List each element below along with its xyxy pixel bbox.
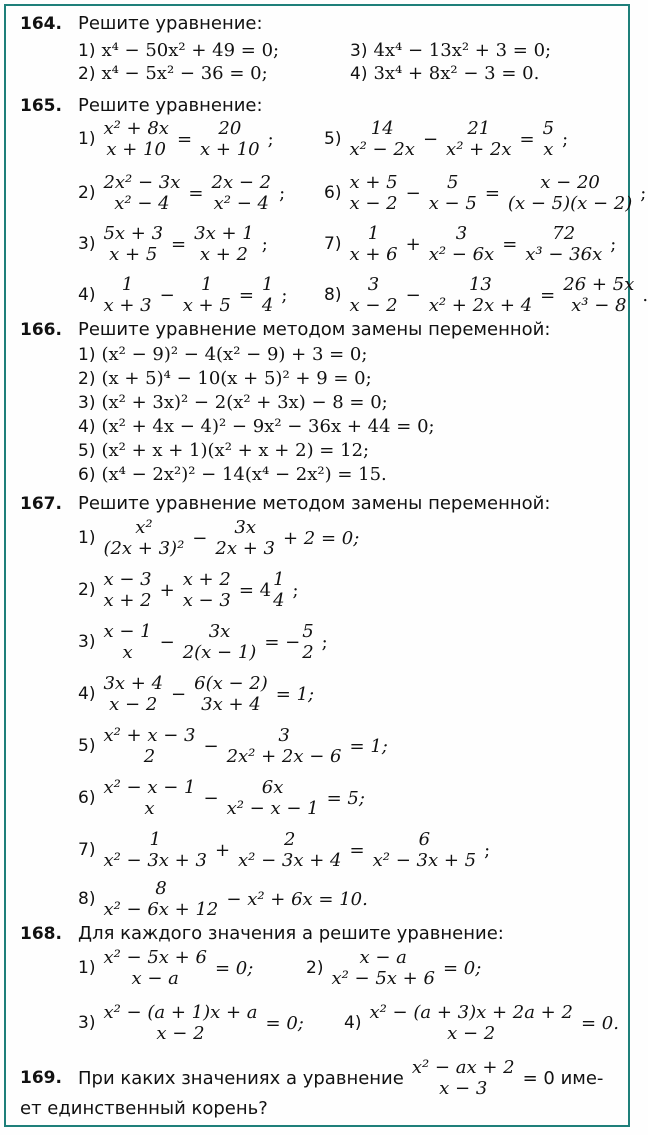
equation-item: 2) x − 3 x + 2 + x + 2 x − 3 = 4 1 4 ; [78,569,299,611]
equation-item: 5) x² + x − 3 2 − 3 2x² + 2x − 6 = 1; [78,725,388,767]
equation-item: 6) (x⁴ − 2x²)² − 14(x⁴ − 2x²) = 15. [78,464,387,485]
equation-item: 8) 8 x² − 6x + 12 − x² + 6x = 10. [78,878,368,920]
problem-text-line2: ет единственный корень? [20,1098,268,1119]
problem-title: Решите уравнение: [78,95,263,116]
equation-item: 7) 1 x + 6 + 3 x² − 6x = 72 x³ − 36x ; [324,223,617,265]
equation-item: 8) 3 x − 2 − 13 x² + 2x + 4 = 26 + 5x x³ − 8 . [324,274,648,316]
equation-item: 7) 1 x² − 3x + 3 + 2 x² − 3x + 4 = 6 x² − 3x + 5 ; [78,829,491,871]
equation-item: 4) (x² + 4x − 4)² − 9x² − 36x + 44 = 0; [78,416,435,437]
problem-number: 168. [20,924,62,944]
problem-title: Решите уравнение методом замены переменной: [78,493,551,514]
problem-number: 166. [20,320,62,340]
equation-item: 2) (x + 5)⁴ − 10(x + 5)² + 9 = 0; [78,368,372,389]
equation-item: 1) x² − 5x + 6 x − a = 0; [78,947,254,989]
problem-title: Решите уравнение методом замены переменной: [78,319,551,340]
equation-item: 3) x − 1 x − 3x 2(x − 1) = − 5 2 ; [78,621,328,663]
equation-item: 5) (x² + x + 1)(x² + x + 2) = 12; [78,440,370,461]
equation-item: 6) x + 5 x − 2 − 5 x − 5 = x − 20 (x − 5)(x − 2) ; [324,172,647,214]
problem-text: При каких значениях a уравнение x² − ax + 2 x − 3 = 0 име- [78,1057,604,1099]
problem-title: Для каждого значения a решите уравнение: [78,923,504,944]
equation-item: 3) x² − (a + 1)x + a x − 2 = 0; [78,1002,304,1044]
equation-item: 3) 5x + 3 x + 5 = 3x + 1 x + 2 ; [78,223,268,265]
equation-item: 4) 3x + 4 x − 2 − 6(x − 2) 3x + 4 = 1; [78,673,315,715]
equation-item: 1) (x² − 9)² − 4(x² − 9) + 3 = 0; [78,344,368,365]
equation-item: 1) x² + 8x x + 10 = 20 x + 10 ; [78,118,274,160]
equation-item: 2) 2x² − 3x x² − 4 = 2x − 2 x² − 4 ; [78,172,286,214]
problem-title: Решите уравнение: [78,13,263,34]
problem-number: 167. [20,494,62,514]
equation-item: 2) x⁴ − 5x² − 36 = 0; [78,63,268,84]
problem-number: 164. [20,14,62,34]
equation-item: 1) x² (2x + 3)² − 3x 2x + 3 + 2 = 0; [78,517,360,559]
problem-number: 165. [20,96,62,116]
equation-item: 2) x − a x² − 5x + 6 = 0; [306,947,482,989]
equation-item: 3) 4x⁴ − 13x² + 3 = 0; [350,40,552,61]
equation-item: 4) x² − (a + 3)x + 2a + 2 x − 2 = 0. [344,1002,619,1044]
equation-item: 4) 3x⁴ + 8x² − 3 = 0. [350,63,540,84]
equation-item: 5) 14 x² − 2x − 21 x² + 2x = 5 x ; [324,118,569,160]
equation-item: 6) x² − x − 1 x − 6x x² − x − 1 = 5; [78,777,365,819]
equation-item: 1) x⁴ − 50x² + 49 = 0; [78,40,280,61]
problem-number: 169. [20,1068,62,1088]
equation-item: 3) (x² + 3x)² − 2(x² + 3x) − 8 = 0; [78,392,388,413]
equation-item: 4) 1 x + 3 − 1 x + 5 = 1 4 ; [78,274,288,316]
